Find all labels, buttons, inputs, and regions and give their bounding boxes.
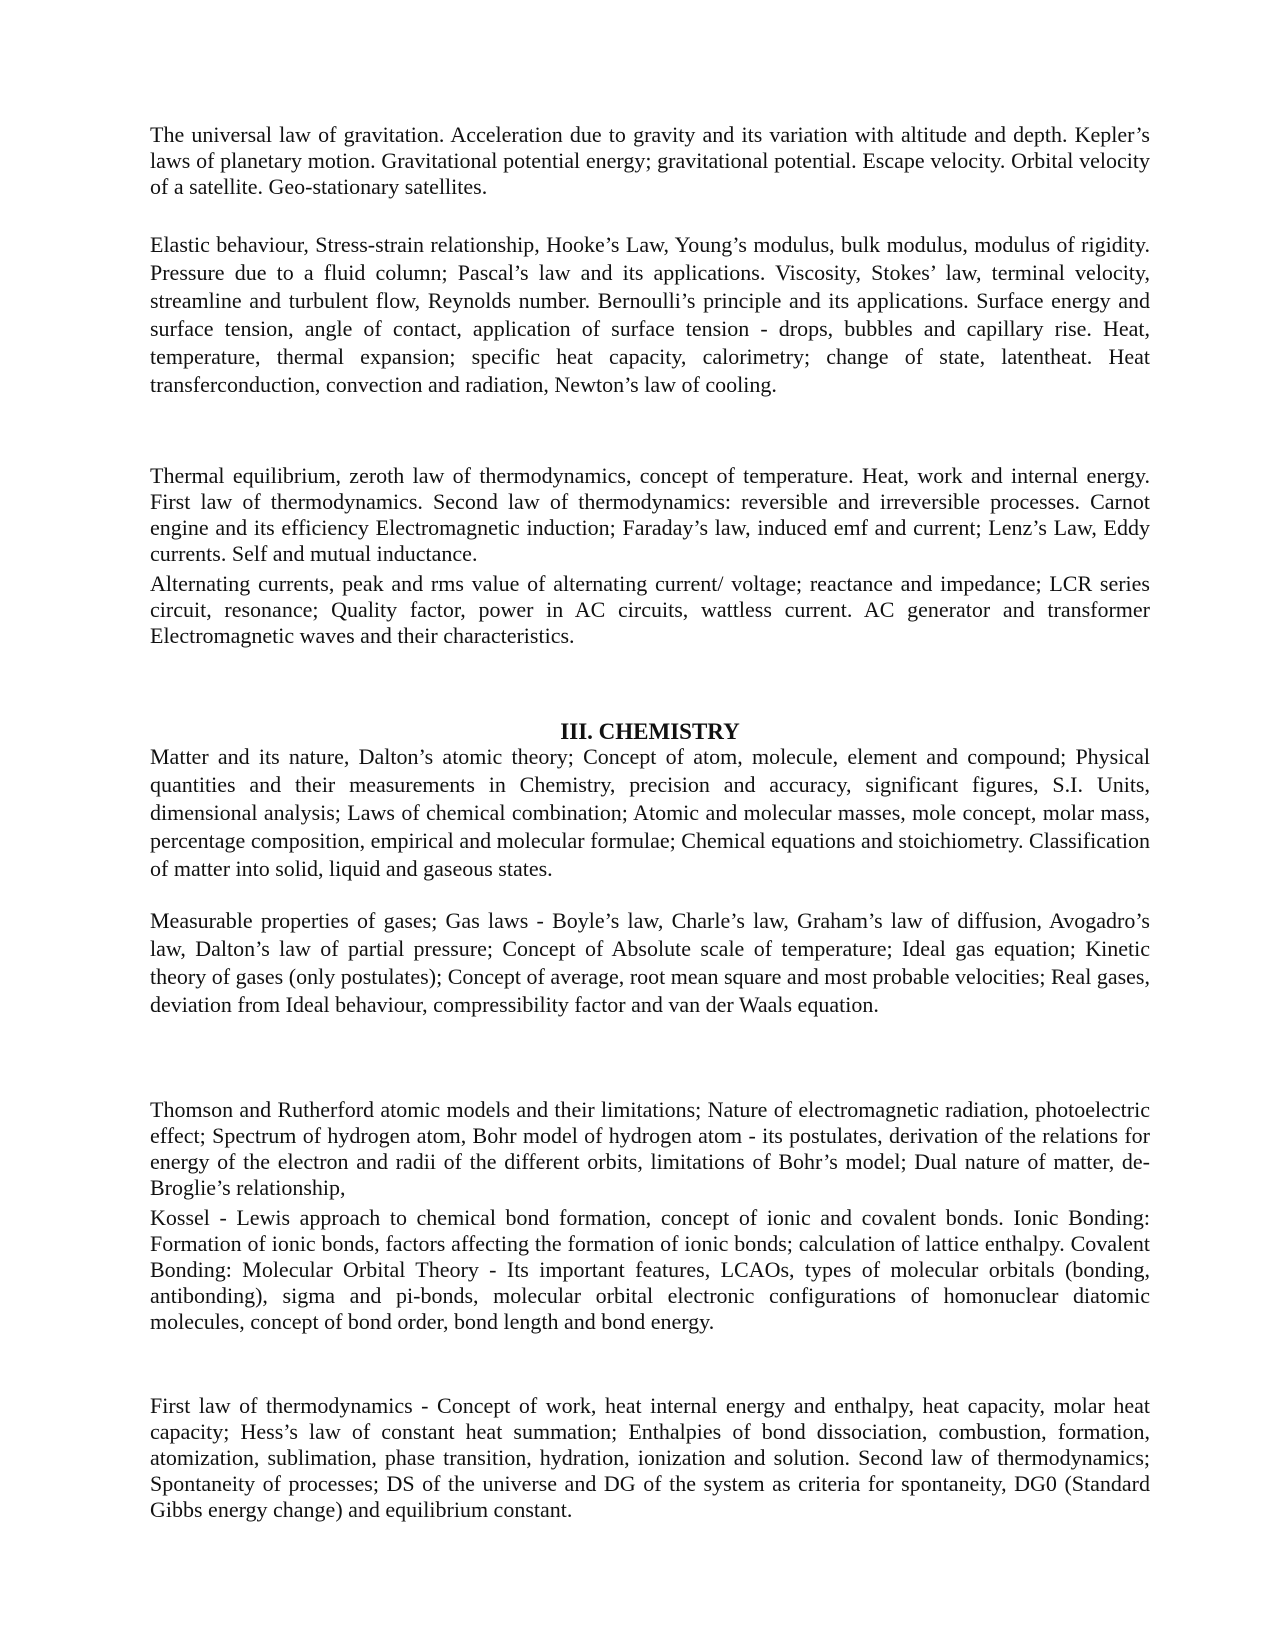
paragraph-elasticity-fluids-heat: Elastic behaviour, Stress-strain relationship, Hooke’s Law, Young’s modulus, bulk modulus, modulus of rigidity. Pressure due to a fluid column; Pascal’s law and its applications. Viscosity, Stokes’ law, terminal velocity, streamline and turbulent flow, Reynolds number. Bernoulli’s principle and its applications. Surface energy and surface tension, angle of contact, application of surface tension - drops, bubbles and capillary rise. Heat, temperature, thermal expansion; specific heat capacity, calorimetry; change of state, latentheat. Heat transferconduction, convection and radiation, Newton’s law of cooling. <box>150 232 1150 397</box>
paragraph-gravitation: The universal law of gravitation. Acceleration due to gravity and its variation with altitude and depth. Kepler’s laws of planetary motion. Gravitational potential energy; gravitational potential. Escape velocity. Orbital velocity of a satellite. Geo-stationary satellites. <box>150 122 1150 199</box>
paragraph-thermodynamics-induction: Thermal equilibrium, zeroth law of thermodynamics, concept of temperature. Heat, work and internal energy. First law of thermodynamics. Second law of thermodynamics: reversible and irreversible processes. Carnot engine and its efficiency Electromagnetic induction; Faraday’s law, induced emf and current; Lenz’s Law, Eddy currents. Self and mutual inductance. <box>150 463 1150 566</box>
paragraph-chemical-thermodynamics: First law of thermodynamics - Concept of work, heat internal energy and enthalpy, heat capacity, molar heat capacity; Hess’s law of constant heat summation; Enthalpies of bond dissociation, combustion, formation, atomization, sublimation, phase transition, hydration, ionization and solution. Second law of thermodynamics; Spontaneity of processes; DS of the universe and DG of the system as criteria for spontaneity, DG0 (Standard Gibbs energy change) and equilibrium constant. <box>150 1393 1150 1522</box>
paragraph-gases: Measurable properties of gases; Gas laws - Boyle’s law, Charle’s law, Graham’s law of diffusion, Avogadro’s law, Dalton’s law of partial pressure; Concept of Absolute scale of temperature; Ideal gas equation; Kinetic theory of gases (only postulates); Concept of average, root mean square and most probable velocities; Real gases, deviation from Ideal behaviour, compressibility factor and van der Waals equation. <box>150 908 1150 1017</box>
paragraph-chemical-bonding: Kossel - Lewis approach to chemical bond formation, concept of ionic and covalent bonds. Ionic Bonding: Formation of ionic bonds, factors affecting the formation of ionic bonds; calculation of lattice enthalpy. Covalent Bonding: Molecular Orbital Theory - Its important features, LCAOs, types of molecular orbitals (bonding, antibonding), sigma and pi-bonds, molecular orbital electronic configurations of homonuclear diatomic molecules, concept of bond order, bond length and bond energy. <box>150 1205 1150 1334</box>
paragraph-atomic-models: Thomson and Rutherford atomic models and their limitations; Nature of electromagnetic radiation, photoelectric effect; Spectrum of hydrogen atom, Bohr model of hydrogen atom - its postulates, derivation of the relations for energy of the electron and radii of the different orbits, limitations of Bohr’s model; Dual nature of matter, de-Broglie’s relationship, <box>150 1097 1150 1200</box>
section-heading-chemistry: III. CHEMISTRY <box>560 719 740 744</box>
paragraph-alternating-currents: Alternating currents, peak and rms value of alternating current/ voltage; reactance and impedance; LCR series circuit, resonance; Quality factor, power in AC circuits, wattless current. AC generator and transformer Electromagnetic waves and their characteristics. <box>150 571 1150 648</box>
paragraph-matter-nature: Matter and its nature, Dalton’s atomic theory; Concept of atom, molecule, element and compound; Physical quantities and their measurements in Chemistry, precision and accuracy, significant figures, S.I. Units, dimensional analysis; Laws of chemical combination; Atomic and molecular masses, mole concept, molar mass, percentage composition, empirical and molecular formulae; Chemical equations and stoichiometry. Classification of matter into solid, liquid and gaseous states. <box>150 744 1150 881</box>
